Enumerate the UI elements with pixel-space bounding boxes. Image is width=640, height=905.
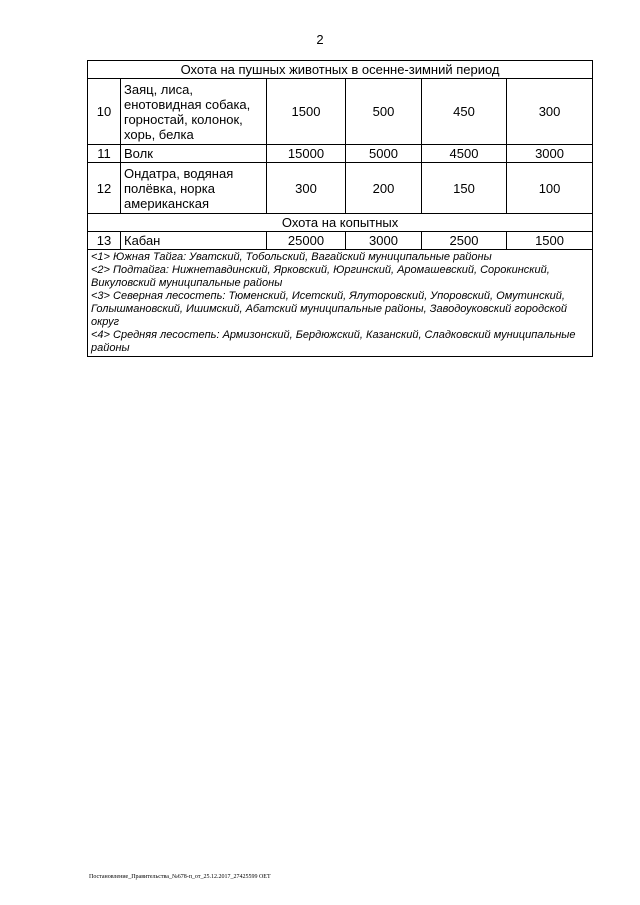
rate-zone-2: 5000 <box>346 145 422 163</box>
section-header-row <box>88 214 593 232</box>
rate-zone-1: 300 <box>267 163 346 214</box>
row-number: 12 <box>88 163 121 214</box>
row-number: 10 <box>88 79 121 145</box>
rate-zone-3: 4500 <box>422 145 507 163</box>
table-row <box>88 163 593 214</box>
rate-zone-3: 150 <box>422 163 507 214</box>
section-title: Охота на пушных животных в осенне-зимний период <box>88 61 593 79</box>
row-number: 11 <box>88 145 121 163</box>
page-number: 2 <box>316 32 324 47</box>
rate-zone-1: 1500 <box>267 79 346 145</box>
document-footer: Постановление_Правительства_№678-п_от_25.12.2017_27425599 ОЕТ <box>89 874 271 880</box>
note-zone-2: <2> Подтайга: Нижнетавдинский, Ярковский, Юргинский, Аромашевский, Сорокинский, Викуловский муниципальные районы <box>91 264 550 289</box>
animal-name: Волк <box>121 145 267 163</box>
animal-name: Заяц, лиса, енотовидная собака, горностай, колонок, хорь, белка <box>121 79 267 145</box>
rate-zone-4: 3000 <box>507 145 593 163</box>
section-header-row <box>88 61 593 79</box>
table-row <box>88 79 593 145</box>
rate-zone-3: 450 <box>422 79 507 145</box>
rate-zone-2: 500 <box>346 79 422 145</box>
rate-zone-4: 100 <box>507 163 593 214</box>
rate-zone-1: 25000 <box>267 232 346 250</box>
rate-zone-2: 3000 <box>346 232 422 250</box>
rate-zone-3: 2500 <box>422 232 507 250</box>
hunting-rates-table <box>87 60 593 357</box>
rate-zone-4: 1500 <box>507 232 593 250</box>
table-row <box>88 145 593 163</box>
table-row <box>88 232 593 250</box>
note-zone-1: <1> Южная Тайга: Уватский, Тобольский, Вагайский муниципальные районы <box>91 251 492 263</box>
row-number: 13 <box>88 232 121 250</box>
note-zone-3: <3> Северная лесостепь: Тюменский, Исетский, Ялуторовский, Упоровский, Омутинский, Голышмановский, Ишимский, Абатский муниципальные районы, Заводоуковский городской округ <box>91 290 568 328</box>
rate-zone-2: 200 <box>346 163 422 214</box>
section-title: Охота на копытных <box>88 214 593 232</box>
note-zone-4: <4> Средняя лесостепь: Армизонский, Бердюжский, Казанский, Сладковский муниципальные районы <box>91 329 576 354</box>
notes-row <box>88 250 593 357</box>
animal-name: Ондатра, водяная полёвка, норка американская <box>121 163 267 214</box>
rate-zone-4: 300 <box>507 79 593 145</box>
zone-notes <box>88 250 593 357</box>
animal-name: Кабан <box>121 232 267 250</box>
rate-zone-1: 15000 <box>267 145 346 163</box>
